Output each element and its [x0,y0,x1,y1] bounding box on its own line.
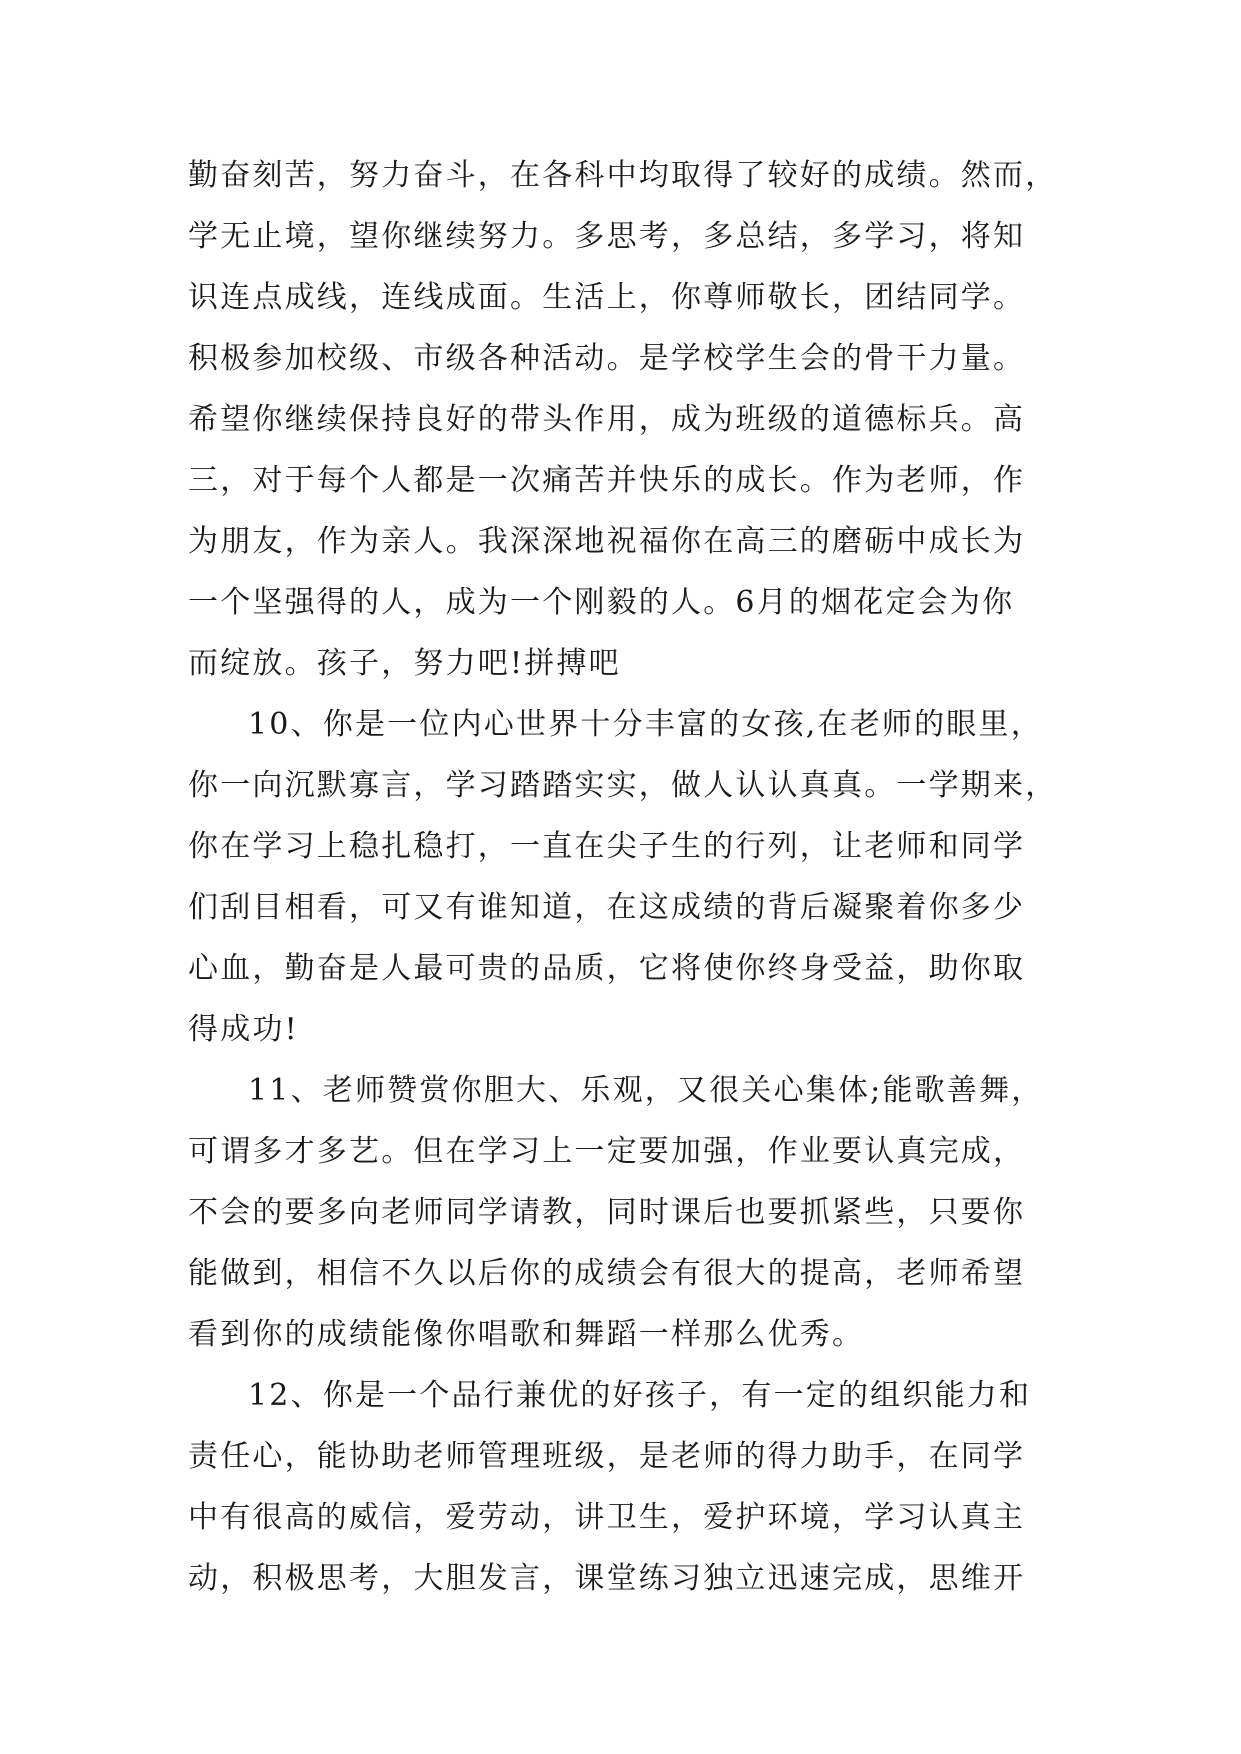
text-line: 动，积极思考，大胆发言，课堂练习独立迅速完成，思维开 [188,1561,1026,1596]
text-line: 勤奋刻苦，努力奋斗，在各科中均取得了较好的成绩。然而， [188,158,1058,193]
text-line: 学无止境，望你继续努力。多思考，多总结，多学习，将知 [188,219,1026,254]
text-line: 为朋友，作为亲人。我深深地祝福你在高三的磨砺中成长为 [188,524,1026,559]
text-line: 中有很高的威信，爱劳动，讲卫生，爱护环境，学习认真主 [188,1500,1026,1535]
text-line: 可谓多才多艺。但在学习上一定要加强，作业要认真完成， [188,1134,1026,1169]
text-line: 不会的要多向老师同学请教，同时课后也要抓紧些，只要你 [188,1195,1026,1230]
text-line: 得成功! [188,1012,299,1047]
document-body [188,145,1068,1609]
text-line: 责任心，能协助老师管理班级，是老师的得力助手，在同学 [188,1439,1026,1474]
text-line: 们刮目相看，可又有谁知道，在这成绩的背后凝聚着你多少 [188,890,1026,925]
paragraph-first-line: 12、你是一个品行兼优的好孩子，有一定的组织能力和 [248,1378,1032,1413]
paragraph-first-line: 11、老师赞赏你胆大、乐观，又很关心集体;能歌善舞， [248,1073,1044,1108]
text-line: 看到你的成绩能像你唱歌和舞蹈一样那么优秀。 [188,1317,865,1352]
text-line: 你在学习上稳扎稳打，一直在尖子生的行列，让老师和同学 [188,829,1026,864]
text-line: 三，对于每个人都是一次痛苦并快乐的成长。作为老师，作 [188,463,1026,498]
text-line: 你一向沉默寡言，学习踏踏实实，做人认认真真。一学期来， [188,768,1058,803]
text-line: 能做到，相信不久以后你的成绩会有很大的提高，老师希望 [188,1256,1026,1291]
text-line: 积极参加校级、市级各种活动。是学校学生会的骨干力量。 [188,341,1026,376]
text-line: 而绽放。孩子，努力吧!拼搏吧 [188,646,621,681]
paragraph-first-line: 10、你是一位内心世界十分丰富的女孩,在老师的眼里， [248,707,1043,742]
text-line: 心血，勤奋是人最可贵的品质，它将使你终身受益，助你取 [188,951,1026,986]
text-line: 一个坚强得的人，成为一个刚毅的人。6月的烟花定会为你 [188,585,1015,620]
text-line: 希望你继续保持良好的带头作用，成为班级的道德标兵。高 [188,402,1026,437]
text-line: 识连点成线，连线成面。生活上，你尊师敬长，团结同学。 [188,280,1026,315]
